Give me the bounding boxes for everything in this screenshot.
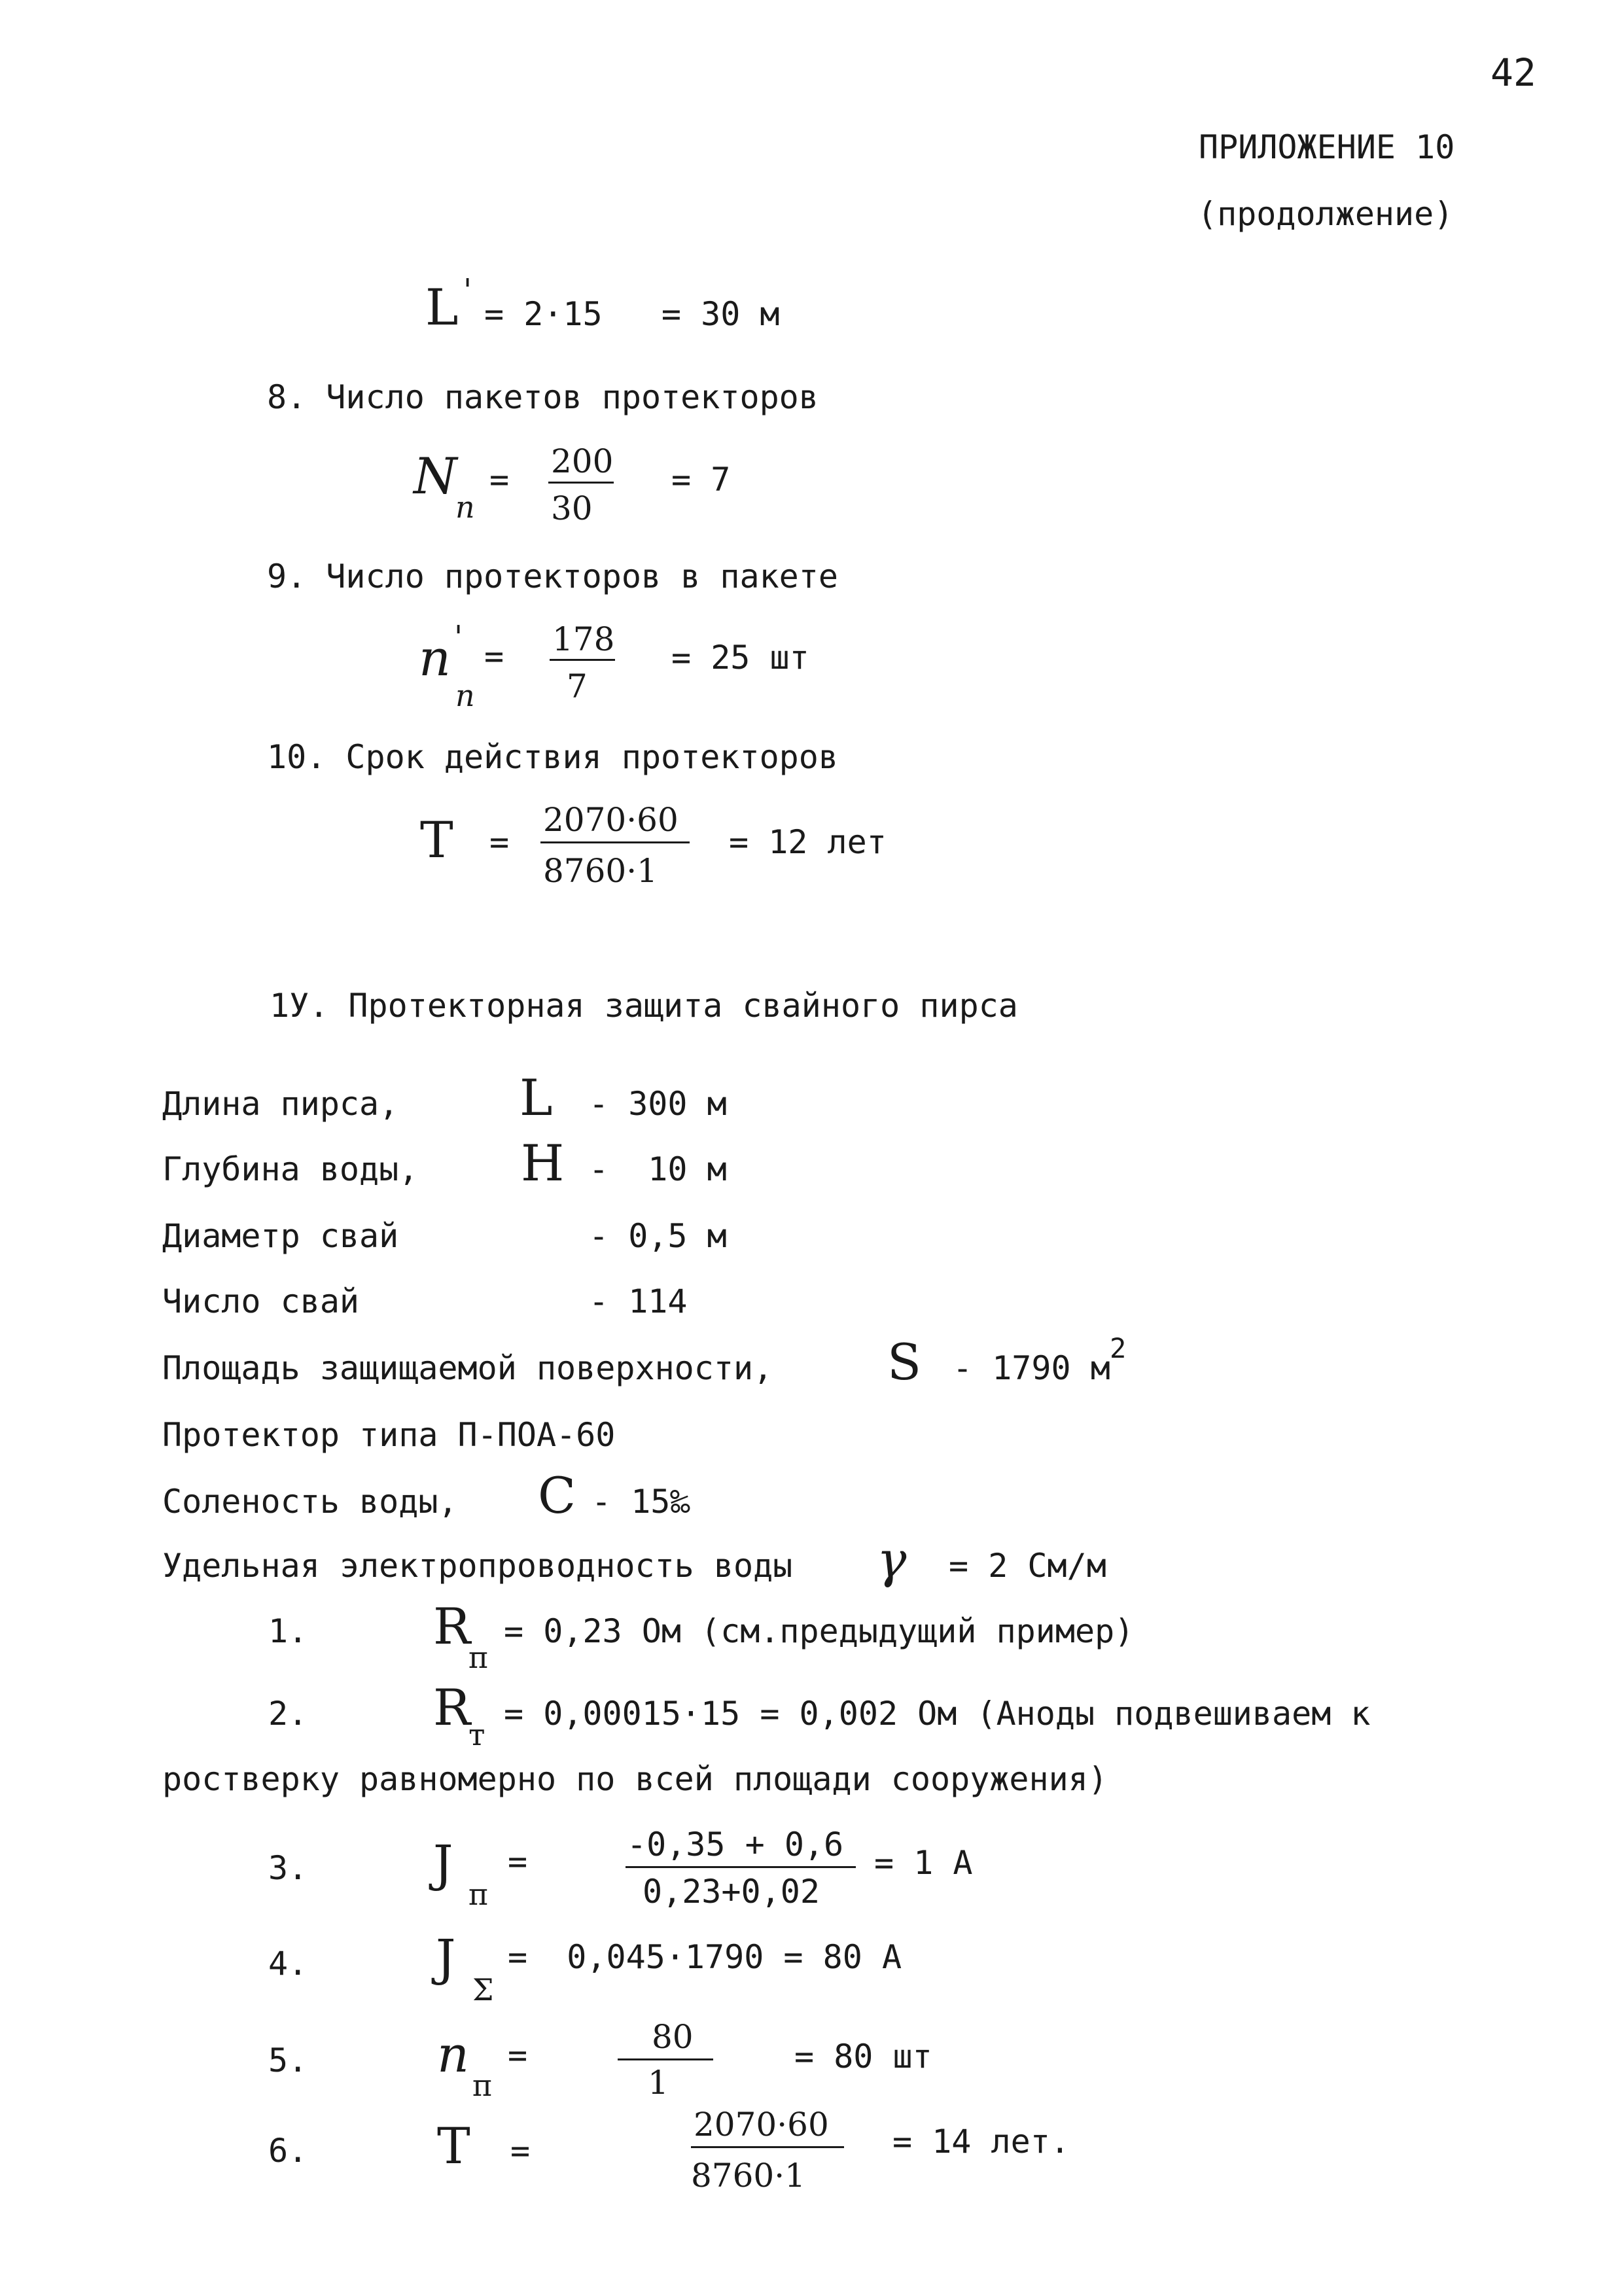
step1-symbol: R bbox=[433, 1597, 471, 1655]
step5-subscript: п bbox=[472, 2068, 493, 2103]
step5-result: = 80 шт bbox=[794, 2038, 932, 2075]
area-label: Площадь защищаемой поверхности, bbox=[162, 1349, 773, 1387]
item8-result: = 7 bbox=[671, 461, 731, 499]
step6-numerator: 2070·60 bbox=[694, 2106, 829, 2144]
item9-subscript: п bbox=[455, 678, 475, 713]
param-length-value: - 300 м bbox=[589, 1085, 727, 1123]
item9-fraction-bar bbox=[550, 659, 615, 661]
step4-text: = 0,045·1790 = 80 А bbox=[508, 1938, 902, 1976]
step4-symbol: J bbox=[436, 1928, 456, 1987]
param-piles-value: - 114 bbox=[589, 1282, 688, 1320]
item9-prime: ' bbox=[454, 619, 463, 656]
item10-result: = 12 лет bbox=[729, 823, 887, 861]
step5-number: 5. bbox=[268, 2041, 308, 2079]
eq-L-prime: ' bbox=[463, 272, 472, 309]
salinity-label: Соленость воды, bbox=[162, 1483, 458, 1521]
step5-symbol: n bbox=[437, 2025, 469, 2083]
protector-type: Протектор типа П-ПОА-60 bbox=[162, 1416, 616, 1454]
step3-symbol: J bbox=[433, 1834, 453, 1892]
step1-text: = 0,23 Ом (см.предыдущий пример) bbox=[504, 1612, 1135, 1650]
continuation-note: (продолжение) bbox=[1197, 195, 1454, 233]
area-symbol: S bbox=[887, 1333, 922, 1391]
step2-symbol: R bbox=[433, 1678, 471, 1737]
item9-equals: = bbox=[484, 637, 504, 675]
section-IV-title: 1У. Протекторная защита свайного пирса bbox=[270, 987, 1018, 1025]
step4-number: 4. bbox=[268, 1945, 308, 1983]
param-piles-label: Число свай bbox=[162, 1282, 360, 1320]
item9-result: = 25 шт bbox=[671, 639, 809, 677]
step1-number: 1. bbox=[268, 1612, 308, 1650]
item10-label: 10. Срок действия протекторов bbox=[267, 738, 838, 776]
step3-result: = 1 А bbox=[874, 1844, 973, 1882]
step6-result: = 14 лет. bbox=[892, 2123, 1070, 2161]
step6-symbol: T bbox=[437, 2117, 470, 2175]
step3-numerator: -0,35 + 0,6 bbox=[627, 1826, 844, 1863]
param-depth-symbol: H bbox=[521, 1134, 565, 1192]
param-length-symbol: L bbox=[520, 1069, 553, 1127]
item8-symbol: N bbox=[414, 447, 457, 505]
step3-equals: = bbox=[508, 1843, 528, 1881]
item10-numerator: 2070·60 bbox=[543, 801, 679, 839]
step5-denominator: 1 bbox=[648, 2064, 669, 2102]
step2-subscript: т bbox=[468, 1717, 485, 1752]
item8-numerator: 200 bbox=[551, 442, 614, 480]
item9-numerator: 178 bbox=[552, 620, 615, 658]
step1-subscript: п bbox=[468, 1640, 489, 1675]
param-depth-label: Глубина воды, bbox=[162, 1150, 419, 1188]
step2-number: 2. bbox=[268, 1695, 308, 1733]
param-diameter-label: Диаметр свай bbox=[162, 1217, 399, 1255]
item8-denominator: 30 bbox=[551, 489, 593, 527]
salinity-symbol: C bbox=[538, 1466, 576, 1525]
item9-label: 9. Число протекторов в пакете bbox=[267, 557, 838, 595]
step3-fraction-bar bbox=[626, 1866, 856, 1868]
step3-denominator: 0,23+0,02 bbox=[643, 1873, 820, 1911]
step2-continuation: ростверку равномерно по всей площади сооружения) bbox=[162, 1760, 1108, 1798]
step6-fraction-bar bbox=[691, 2146, 844, 2148]
step5-fraction-bar bbox=[618, 2058, 713, 2060]
item10-fraction-bar bbox=[540, 841, 690, 843]
page-number: 42 bbox=[1490, 50, 1536, 95]
eq-L-expression: = 2·15 = 30 м bbox=[484, 295, 780, 333]
item8-fraction-bar bbox=[548, 482, 614, 484]
step2-text: = 0,00015·15 = 0,002 Ом (Аноды подвешиваем к bbox=[504, 1695, 1371, 1733]
item10-equals: = bbox=[489, 823, 510, 861]
eq-L-symbol: L bbox=[425, 278, 459, 336]
item8-equals: = bbox=[489, 461, 510, 499]
item8-label: 8. Число пакетов протекторов bbox=[267, 378, 819, 416]
item10-symbol: T bbox=[420, 811, 453, 869]
step3-subscript: п bbox=[468, 1877, 489, 1912]
appendix-title: ПРИЛОЖЕНИЕ 10 bbox=[1199, 128, 1455, 166]
step4-subscript: Σ bbox=[472, 1972, 494, 2007]
step6-number: 6. bbox=[268, 2132, 308, 2170]
area-unit-superscript: 2 bbox=[1110, 1332, 1127, 1364]
step6-denominator: 8760·1 bbox=[691, 2157, 805, 2195]
salinity-value: - 15‰ bbox=[591, 1483, 690, 1521]
step5-equals: = bbox=[508, 2036, 528, 2074]
item9-denominator: 7 bbox=[567, 667, 588, 705]
param-depth-value: - 10 м bbox=[589, 1150, 727, 1188]
step3-number: 3. bbox=[268, 1849, 308, 1887]
step5-numerator: 80 bbox=[652, 2018, 694, 2056]
conductivity-label: Удельная электропроводность воды bbox=[162, 1547, 793, 1585]
area-value: - 1790 м bbox=[953, 1349, 1110, 1387]
param-length-label: Длина пирса, bbox=[162, 1085, 399, 1123]
conductivity-value: = 2 См/м bbox=[949, 1547, 1106, 1585]
step6-equals: = bbox=[510, 2132, 531, 2170]
conductivity-symbol: γ bbox=[877, 1530, 907, 1589]
item9-symbol: n bbox=[419, 629, 451, 687]
item10-denominator: 8760·1 bbox=[543, 852, 658, 890]
item8-subscript: п bbox=[455, 489, 475, 525]
param-diameter-value: - 0,5 м bbox=[589, 1217, 727, 1255]
